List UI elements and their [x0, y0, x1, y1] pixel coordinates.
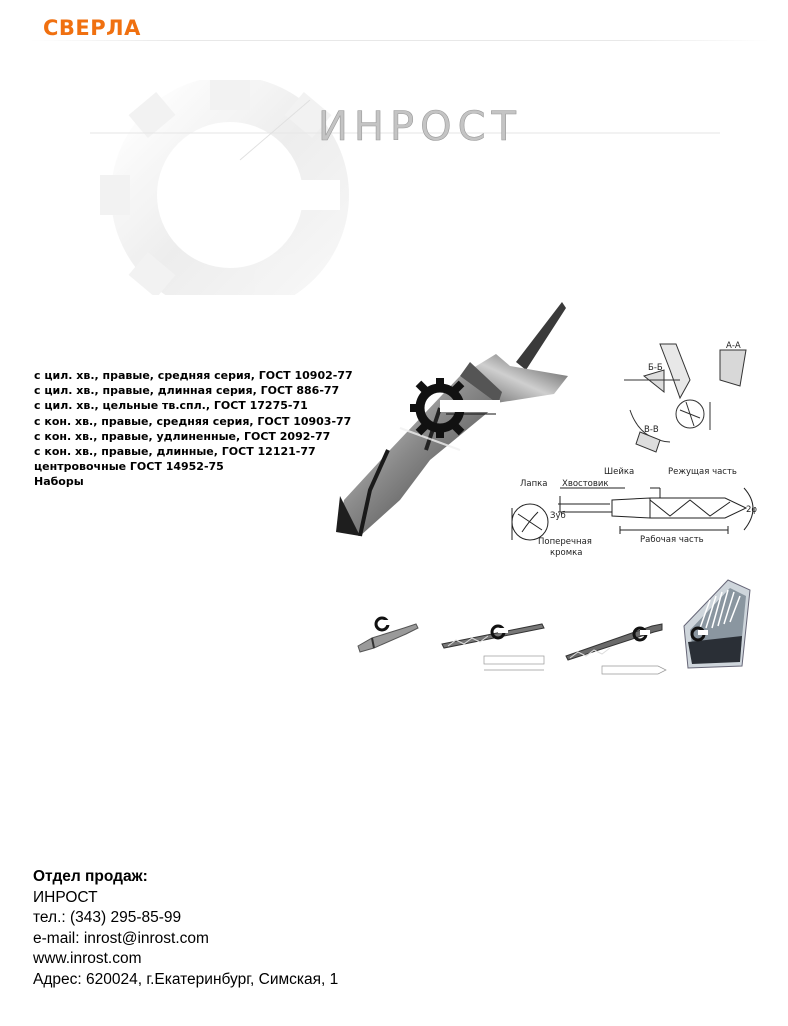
- brand-watermark-text: ИНРОСТ: [318, 104, 522, 150]
- product-link-taper-extended[interactable]: с кон. хв., правые, удлиненные, ГОСТ 2092-77: [34, 429, 331, 443]
- website-link[interactable]: www.inrost.com: [33, 950, 142, 967]
- product-list: [34, 368, 353, 490]
- brand-logo-icon: [492, 626, 508, 638]
- product-link-cyl-long[interactable]: с цил. хв., правые, длинная серия, ГОСТ 886-77: [34, 384, 340, 398]
- contact-block: [33, 867, 338, 990]
- label-rezhushchaya: Режущая часть: [668, 467, 737, 477]
- thumbnail-taper-shank-drill[interactable]: [562, 616, 672, 686]
- company-name: ИНРОСТ: [33, 888, 98, 906]
- label-zub: Зуб: [550, 511, 566, 521]
- title-divider: [30, 40, 770, 41]
- section-vv-label: В-В: [644, 425, 659, 435]
- drill-parts-schematic: [500, 460, 770, 560]
- address: Адрес: 620024, г.Екатеринбург, Симская, 1: [33, 970, 339, 988]
- label-sheyka: Шейка: [604, 467, 635, 477]
- sales-heading: Отдел продаж:: [33, 868, 148, 885]
- label-poperechnaya: Поперечная: [538, 537, 592, 547]
- product-link-cyl-medium[interactable]: с цил. хв., правые, средняя серия, ГОСТ 10902-77: [34, 369, 353, 382]
- email-link[interactable]: e-mail: inrost@inrost.com: [33, 929, 209, 947]
- label-khvostovik: Хвостовик: [562, 479, 609, 489]
- label-rabochaya: Рабочая часть: [640, 535, 704, 545]
- phone-number: тел.: (343) 295-85-99: [33, 909, 182, 926]
- product-link-center-drills[interactable]: центровочные ГОСТ 14952-75: [34, 460, 224, 474]
- product-link-sets[interactable]: Наборы: [34, 475, 84, 489]
- label-lapka: Лапка: [520, 479, 548, 489]
- thumbnail-straight-shank-drill[interactable]: [438, 614, 548, 684]
- brand-logo-icon: [376, 618, 392, 630]
- thumbnail-center-drill[interactable]: [352, 612, 422, 658]
- label-kromka: кромка: [550, 548, 583, 558]
- thumbnail-drill-set[interactable]: [680, 570, 752, 678]
- page-title: СВЕРЛА: [43, 16, 141, 40]
- section-bb-label: Б-Б: [648, 363, 663, 373]
- label-phi: 2φ: [746, 505, 758, 515]
- product-link-taper-long[interactable]: с кон. хв., правые, длинные, ГОСТ 12121-77: [34, 445, 316, 459]
- brand-watermark: [60, 80, 740, 295]
- product-link-cyl-carbide[interactable]: с цил. хв., цельные тв.спл., ГОСТ 17275-71: [34, 399, 308, 413]
- product-link-taper-medium[interactable]: с кон. хв., правые, средняя серия, ГОСТ 10903-77: [34, 414, 352, 428]
- gear-icon: [100, 80, 340, 295]
- drill-cross-section-diagram: [620, 340, 750, 458]
- section-aa-label: А-А: [726, 341, 741, 351]
